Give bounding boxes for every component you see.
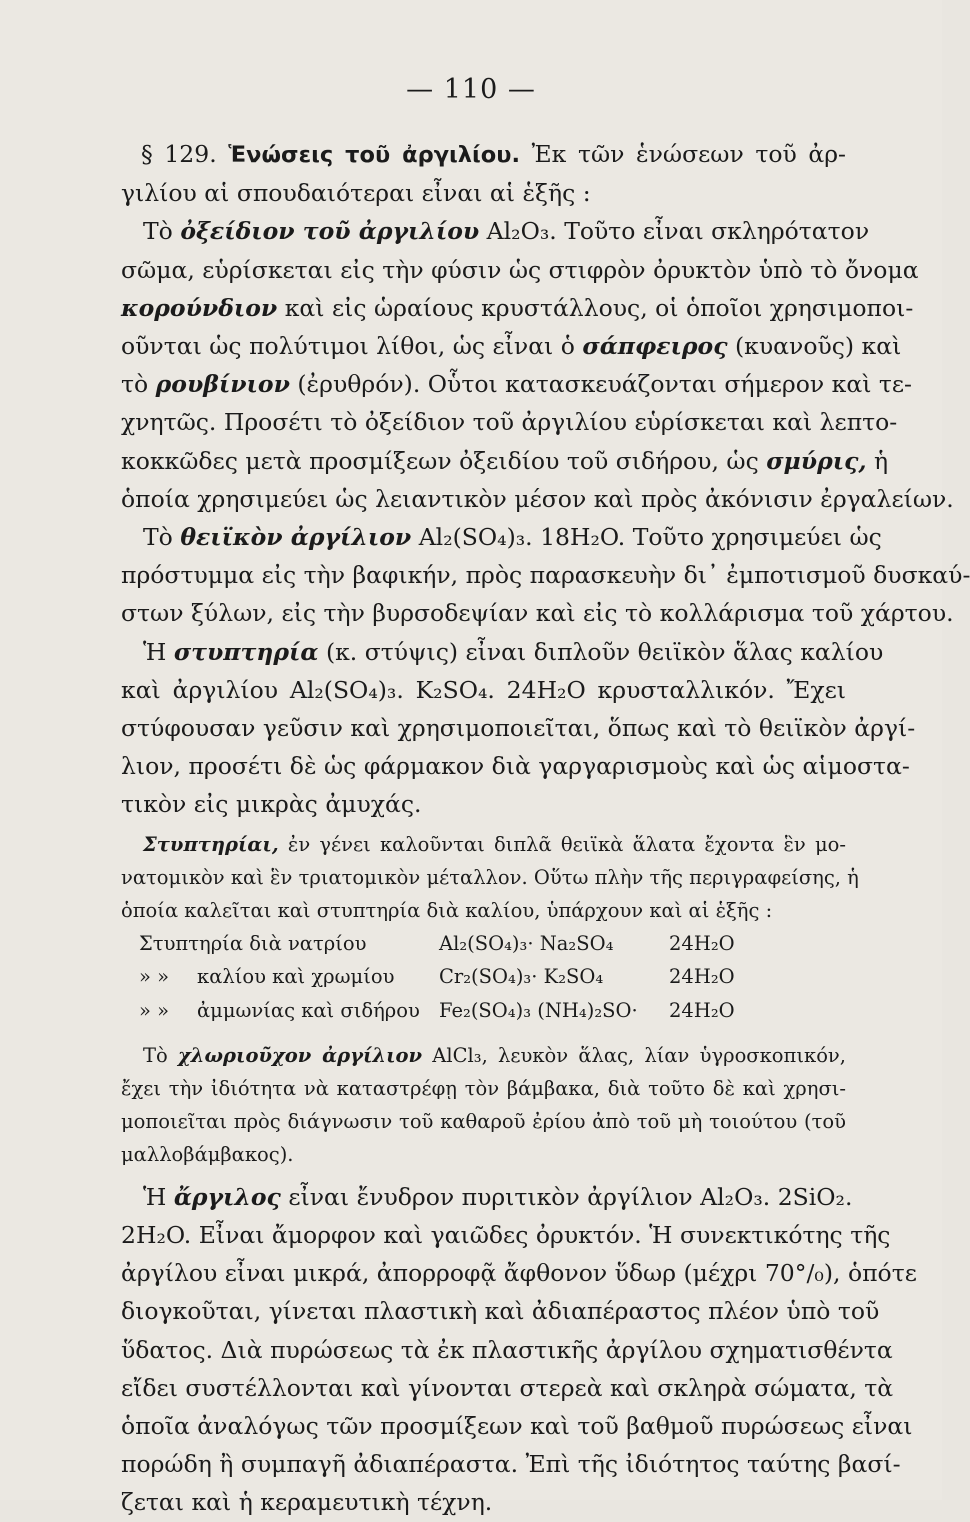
- bold-term: Στυπτηρίαι,: [143, 832, 279, 856]
- text-line: πορώδη ἢ συμπαγῆ ἀδιαπέραστα. Ἐπὶ τῆς ἰδιότητος ταύτης βασί-: [121, 1450, 901, 1479]
- text-line: νατομικὸν καὶ ἓν τριατομικὸν μέταλλον. Οὕτω πλὴν τῆς περιγραφείσης, ἡ: [121, 865, 859, 889]
- table-cell-name: [121, 960, 439, 993]
- text-line: στύφουσαν γεῦσιν καὶ χρησιμοποιεῖται, ὅπως καὶ τὸ θειϊκὸν ἀργί-: [121, 714, 916, 743]
- text-line: [121, 289, 914, 327]
- page-number: — 110 —: [406, 74, 536, 105]
- text-fragment: Τὸ: [143, 523, 173, 552]
- table-row: [121, 994, 846, 1027]
- text-line: ζεται καὶ ἡ κεραμευτικὴ τέχνη.: [121, 1488, 493, 1517]
- text-fragment: κοκκῶδες μετὰ προσμίξεων ὀξειδίου τοῦ σιδήρου, ὡς: [121, 446, 759, 475]
- table-cell-formula: Al₂(SO₄)₃· Na₂SO₄: [439, 932, 614, 956]
- bold-term: κορούνδιον: [121, 293, 278, 322]
- text-line: [121, 633, 884, 671]
- text-line: [121, 518, 882, 556]
- paragraph-clay: [121, 1178, 917, 1522]
- alum-name: καλίου καὶ χρωμίου: [197, 965, 395, 989]
- table-cell-water: 24H₂O: [669, 965, 735, 989]
- text-line: μοποιεῖται πρὸς διάγνωσιν τοῦ καθαροῦ ἐρίου ἀπὸ τοῦ μὴ τοιούτου (τοῦ: [121, 1110, 846, 1134]
- table-cell-water: 24H₂O: [669, 998, 735, 1022]
- text-line: [121, 828, 846, 861]
- bold-term: ὀξείδιον τοῦ ἀργιλίου: [180, 217, 480, 246]
- text-line: γιλίου αἱ σπουδαιότεραι εἶναι αἱ ἑξῆς :: [121, 179, 591, 208]
- text-fragment: Ἡ: [143, 1182, 167, 1211]
- bold-term: ρουβίνιον: [155, 370, 290, 399]
- text-fragment: Al₂(SO₄)₃. 18H₂O. Τοῦτο χρησιμεύει ὡς: [418, 523, 882, 552]
- text-fragment: Al₂O₃. Τοῦτο εἶναι σκληρότατον: [486, 217, 870, 246]
- text-line: λιον, προσέτι δὲ ὡς φάρμακον διὰ γαργαρισμοὺς καὶ ὡς αἱμοστα-: [121, 752, 910, 781]
- text-line: πρόστυμμα εἰς τὴν βαφικήν, πρὸς παρασκευὴν δι᾽ ἐμποτισμοῦ δυσκαύ-: [121, 561, 970, 590]
- text-fragment: καὶ εἰς ὡραίους κρυστάλλους, οἱ ὁποῖοι χρησιμοποι-: [284, 293, 914, 322]
- text-fragment: (κυανοῦς) καὶ: [735, 332, 902, 361]
- table-cell-name: [121, 927, 439, 960]
- text-fragment: τὸ: [121, 370, 149, 399]
- text-line: ἔχει τὴν ἰδιότητα νὰ καταστρέφῃ τὸν βάμβακα, διὰ τοῦτο δὲ καὶ χρησι-: [121, 1077, 846, 1101]
- table-cell-formula: Cr₂(SO₄)₃· K₂SO₄: [439, 965, 604, 989]
- bold-term: στυπτηρία: [173, 637, 319, 666]
- bold-term: θειϊκὸν ἀργίλιον: [180, 523, 412, 552]
- text-fragment: Τὸ: [143, 1043, 168, 1067]
- text-line: ὁποία χρησιμεύει ὡς λειαντικὸν μέσον καὶ πρὸς ἀκόνισιν ἐργαλείων.: [121, 484, 954, 513]
- text-line: χνητῶς. Προσέτι τὸ ὀξείδιον τοῦ ἀργιλίου εὑρίσκεται καὶ λεπτο-: [121, 408, 898, 437]
- text-line: ὁποία καλεῖται καὶ στυπτηρία διὰ καλίου, ὑπάρχουν καὶ αἱ ἑξῆς :: [121, 899, 773, 923]
- text-line: ἀργίλου εἶναι μικρά, ἀπορροφᾷ ἄφθονον ὕδωρ (μέχρι 70°/₀), ὁπότε: [121, 1259, 917, 1288]
- bold-term: σμύρις,: [766, 446, 867, 475]
- text-fragment: (ἐρυθρόν). Οὗτοι κατασκευάζονται σήμερον καὶ τε-: [297, 370, 913, 399]
- bold-term: σάπφειρος: [582, 332, 728, 361]
- table-cell-name: [121, 994, 439, 1027]
- ditto-marks: » »: [139, 965, 170, 989]
- text-line: [121, 1039, 846, 1072]
- section-title: Ἑνώσεις τοῦ ἀργιλίου.: [228, 142, 521, 168]
- spacer: [121, 1027, 846, 1039]
- table-cell-water: 24H₂O: [669, 932, 735, 956]
- text-line: ὁποῖα ἀναλόγως τῶν προσμίξεων καὶ τοῦ βαθμοῦ πυρώσεως εἶναι: [121, 1411, 913, 1440]
- section-heading-line: [121, 135, 846, 174]
- section-mark: § 129.: [141, 140, 217, 168]
- text-line: τικὸν εἰς μικρὰς ἀμυχάς.: [121, 790, 422, 819]
- page-body: [121, 135, 970, 1522]
- alum-name: ἀμμωνίας καὶ σιδήρου: [197, 998, 420, 1022]
- text-line: [121, 365, 913, 403]
- alum-name: Στυπτηρία διὰ νατρίου: [139, 932, 367, 956]
- text-line: σῶμα, εὑρίσκεται εἰς τὴν φύσιν ὡς στιφρὸν ὀρυκτὸν ὑπὸ τὸ ὄνομα: [121, 255, 919, 284]
- section-129: [121, 135, 846, 212]
- text-fragment: Ἡ: [143, 637, 167, 666]
- text-fragment: οῦνται ὡς πολύτιμοι λίθοι, ὡς εἶναι ὁ: [121, 332, 575, 361]
- paragraph-alum: [121, 633, 916, 824]
- text-line: [121, 327, 902, 365]
- text-fragment: (κ. στύψις) εἶναι διπλοῦν θειϊκὸν ἅλας καλίου: [325, 637, 884, 666]
- text-line: στων ξύλων, εἰς τὴν βυρσοδεψίαν καὶ εἰς τὸ κολλάρισμα τοῦ χάρτου.: [121, 599, 954, 628]
- text-line: [121, 442, 889, 480]
- text-line: [121, 212, 870, 250]
- table-row: [121, 960, 846, 993]
- table-row: [121, 927, 846, 960]
- small-print-note: [121, 828, 859, 1172]
- text-line: μαλλοβάμβακος).: [121, 1143, 294, 1167]
- paragraph-oxide: [121, 212, 954, 518]
- bold-term: ἄργιλος: [173, 1182, 281, 1211]
- section-intro: Ἐκ τῶν ἑνώσεων τοῦ ἀρ-: [531, 140, 846, 168]
- text-line: ὕδατος. Διὰ πυρώσεως τὰ ἐκ πλαστικῆς ἀργίλου σχηματισθέντα: [121, 1335, 893, 1364]
- text-fragment: ἐν γένει καλοῦνται διπλᾶ θειϊκὰ ἅλατα ἔχοντα ἓν μο-: [287, 832, 846, 856]
- text-fragment: εἶναι ἔνυδρον πυριτικὸν ἀργίλιον Al₂O₃. 2SiO₂.: [288, 1182, 853, 1211]
- text-line: 2H₂O. Εἶναι ἄμορφον καὶ γαιῶδες ὀρυκτόν. Ἡ συνεκτικότης τῆς: [121, 1220, 891, 1249]
- text-fragment: ἡ: [874, 446, 889, 475]
- ditto-marks: » »: [139, 998, 170, 1022]
- text-line: [121, 1178, 853, 1216]
- text-fragment: Τὸ: [143, 217, 173, 246]
- text-line: διογκοῦται, γίνεται πλαστικὴ καὶ ἀδιαπέραστος πλέον ὑπὸ τοῦ: [121, 1297, 880, 1326]
- alum-table: [121, 927, 846, 1027]
- paragraph-sulfate: [121, 518, 970, 633]
- text-line: εἴδει συστέλλονται καὶ γίνονται στερεὰ καὶ σκληρὰ σώματα, τὰ: [121, 1373, 894, 1402]
- text-line: καὶ ἀργιλίου Al₂(SO₄)₃. K₂SO₄. 24H₂O κρυσταλλικόν. Ἔχει: [121, 675, 846, 704]
- bold-term: χλωριοῦχον ἀργίλιον: [177, 1043, 423, 1067]
- table-cell-formula: Fe₂(SO₄)₃ (NH₄)₂SO·: [439, 998, 638, 1022]
- text-fragment: AlCl₃, λευκὸν ἅλας, λίαν ὑγροσκοπικόν,: [432, 1043, 846, 1067]
